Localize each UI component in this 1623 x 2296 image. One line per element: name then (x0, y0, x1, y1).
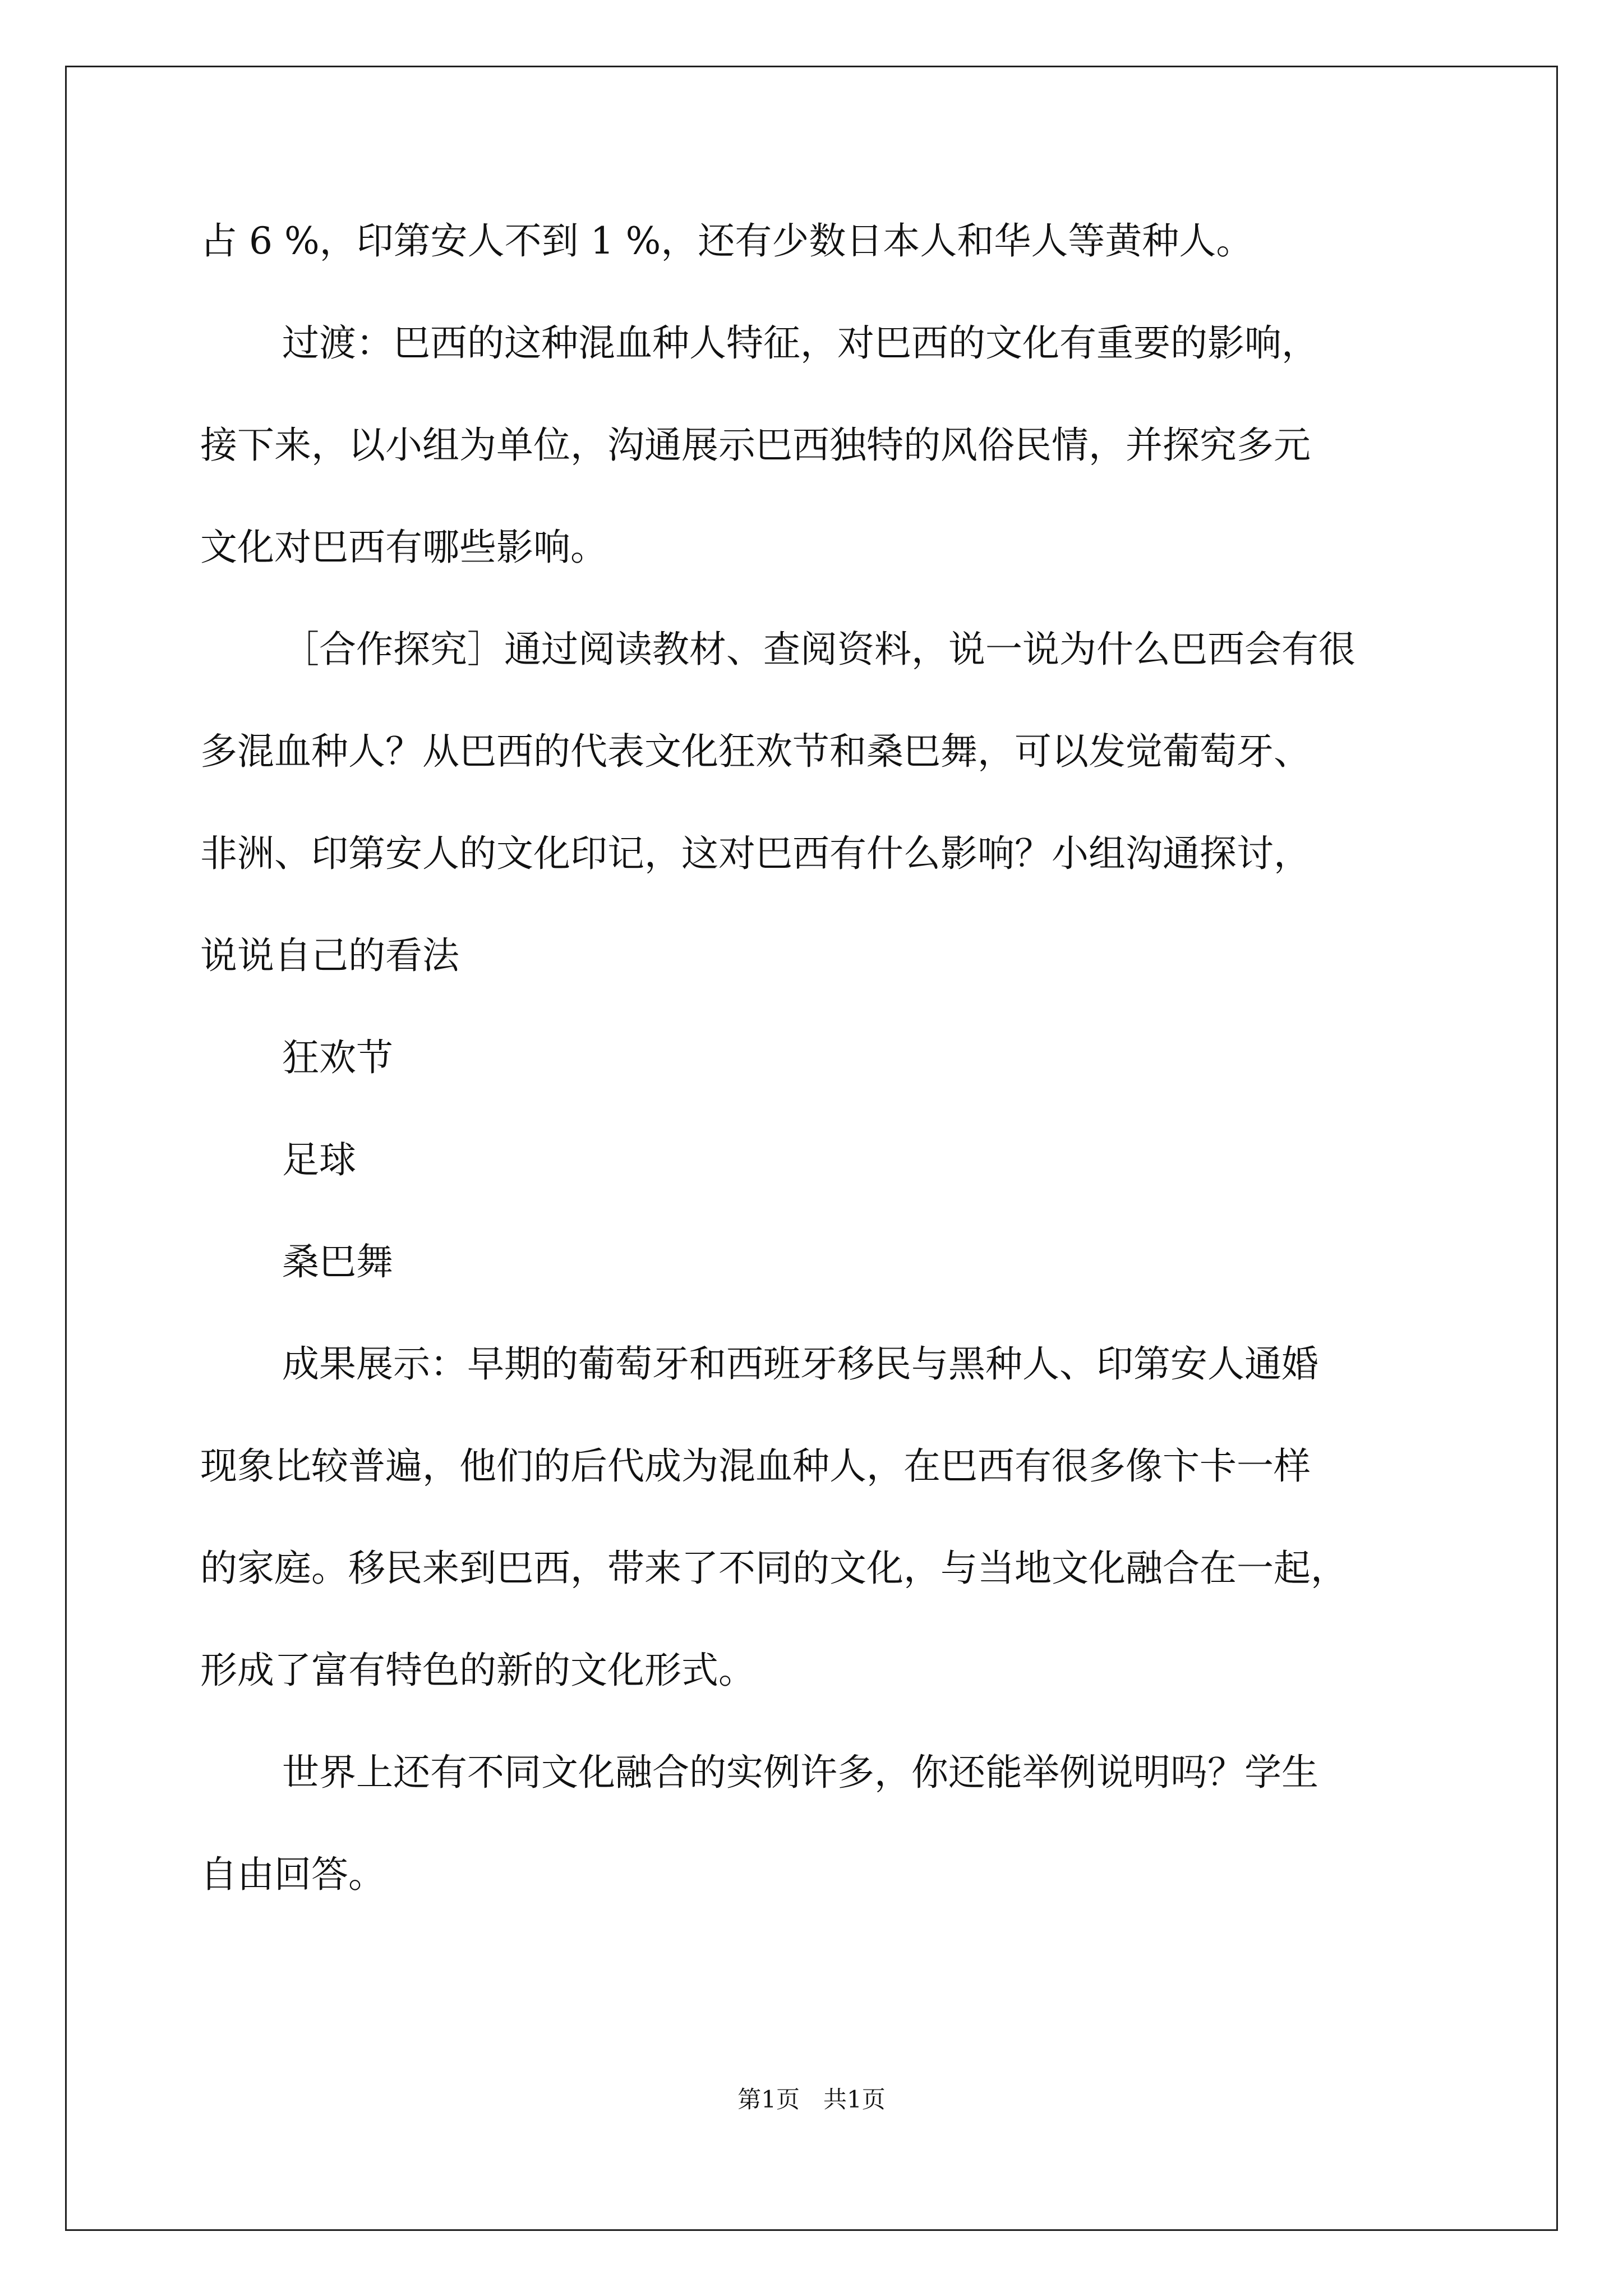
text-line: 非洲、印第安人的文化印记，这对巴西有什么影响？小组沟通探讨， (200, 832, 1311, 875)
paragraph-transition: 过渡：巴西的这种混血种人特征，对巴西的文化有重要的影响， (282, 321, 1318, 365)
list-item-carnival: 狂欢节 (282, 1036, 393, 1079)
paragraph-results: 成果展示：早期的葡萄牙和西班牙移民与黑种人、印第安人通婚 (282, 1342, 1318, 1386)
list-item-samba: 桑巴舞 (282, 1240, 393, 1283)
text-line: 多混血种人？从巴西的代表文化狂欢节和桑巴舞，可以发觉葡萄牙、 (200, 730, 1311, 773)
text-line: 文化对巴西有哪些影响。 (200, 526, 607, 569)
page-number-footer: 第1页 共1页 (737, 2086, 886, 2113)
text-line: 接下来，以小组为单位，沟通展示巴西独特的风俗民情，并探究多元 (200, 424, 1311, 467)
list-item-football: 足球 (282, 1138, 356, 1181)
text-line: 说说自己的看法 (200, 934, 459, 977)
text-line: 自由回答。 (200, 1853, 385, 1896)
text-line: 现象比较普遍，他们的后代成为混血种人，在巴西有很多像卞卡一样 (200, 1444, 1311, 1488)
text-line: 形成了富有特色的新的文化形式。 (200, 1649, 755, 1692)
paragraph-cooperative-inquiry: ［合作探究］通过阅读教材、查阅资料，说一说为什么巴西会有很 (282, 628, 1355, 671)
text-line: 占 6 %，印第安人不到 1 %，还有少数日本人和华人等黄种人。 (200, 219, 1253, 263)
paragraph-examples: 世界上还有不同文化融合的实例许多，你还能举例说明吗？学生 (282, 1751, 1318, 1794)
text-line: 的家庭。移民来到巴西，带来了不同的文化，与当地文化融合在一起， (200, 1547, 1348, 1590)
